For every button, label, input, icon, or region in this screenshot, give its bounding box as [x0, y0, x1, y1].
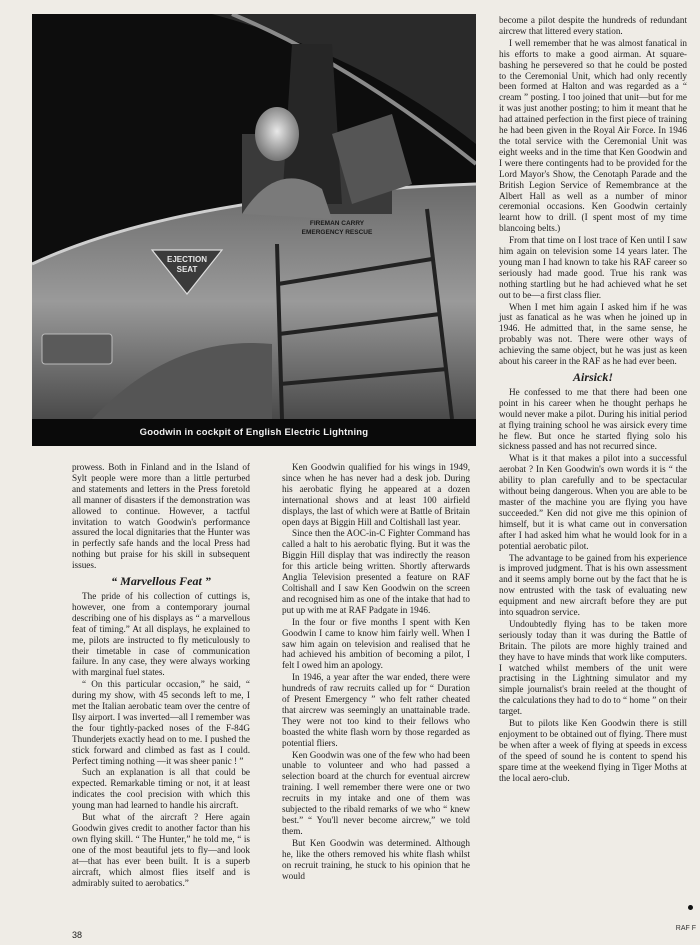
ejection-label: EJECTION	[166, 255, 208, 264]
paragraph: In the four or five months I spent with Ken Goodwin I came to know him fairly well. When I saw him again on television and realised that he had achieved his ambition of becoming a pilot, I felt I owed him an apology.	[282, 616, 470, 671]
seat-label: SEAT	[176, 265, 198, 274]
paragraph: The advantage to be gained from his experience is improved judgment. That is his own assessment and it seems amply borne out by the fact that he is now entrusted with the task of evaluating new equipment and new aircraft before they are put into squadron service.	[499, 552, 687, 618]
paragraph: But what of the aircraft ? Here again Goodwin gives credit to another factor than his own flying skill. “ The Hunter,” he told me, “ is one of the most beautiful jets to fly—and look at—that has ever been built. It is a superb aircraft, which almost flies itself and is admirably suited to aerobatics.”	[72, 812, 250, 888]
section-heading-airsick: Airsick!	[572, 370, 613, 384]
margin-mark: RAF F	[675, 925, 696, 932]
paragraph: “ On this particular occasion,” he said, “ during my show, with 45 seconds left to me, I met the Italian aerobatic team over the centre of Ilsy airport. I was inverted—all I remember was the four tightly-packed noses of the F-84G Thunderjets exactly head on to me. I pushed the stick forward and climbed as fast as I could. Perfect timing nothing —it was sheer panic ! ”	[72, 679, 250, 766]
paragraph: Ken Goodwin was one of the few who had been unable to volunteer and who had passed a selection board at the church for eventual aircrew training. I well remember there were one or two recruits in my intake and one of them was subjected to the ribald remarks of we who “ knew best.” “ You'll never become aircrew,” we told them.	[282, 749, 470, 836]
article-column-3	[499, 15, 687, 785]
paragraph: But to pilots like Ken Goodwin there is still enjoyment to be obtained out of flying. There must be when after a week of flying at speeds in excess of the speed of sound he is content to spend his spare time at the weekend flying in Tiger Moths at the local aero-club.	[499, 718, 687, 783]
section-heading-marvellous-feat: “ Marvellous Feat ”	[111, 574, 211, 589]
paragraph: In 1946, a year after the war ended, there were hundreds of raw recruits called up for “ Duration of Present Emergency ” who felt rather cheated that aircrew was seemingly an unattainable trade. They were not too kind to their fellows who boasted the white flash worn by those regarded as potential fliers.	[282, 672, 470, 748]
paragraph: The pride of his collection of cuttings is, however, one from a contemporary journal describing one of his displays as “ a marvellous feat of timing.” At all displays, he explained to me, pilots are instructed to fly meticulously to their timetable in case of communication failure. In any case, they were always working with marginal fuel states.	[72, 590, 250, 678]
paragraph: become a pilot despite the hundreds of redundant aircrew that littered every station.	[499, 15, 687, 36]
cockpit-illustration	[32, 14, 476, 419]
paragraph: He confessed to me that there had been one point in his career when he thought perhaps he would never make a pilot. During his initial period at flying training school he was airsick every time he flew. But once he started flying solo his sickness passed and has not recurred since.	[499, 386, 687, 452]
photo-caption: Goodwin in cockpit of English Electric Lightning	[32, 419, 476, 446]
paragraph: prowess. Both in Finland and in the Island of Sylt people were more than a little perturbed and statements and letters in the Press foretold all manner of disasters if the demonstration was allowed to continue. However, a tactful invitation to watch Goodwin's performance assured the local dignitaries that the Hunter was in perfectly safe hands and the local Press had nothing but praise for his skill in subsequent issues.	[72, 462, 250, 571]
article-column-2	[282, 462, 470, 882]
paragraph: What is it that makes a pilot into a successful aerobat ? In Ken Goodwin's own words it is “ the ability to plan carefully and to be spectacular without being dangerous. When you are able to be master of the machine you are flying you have succeeded.” Ken did not give me this opinion of himself, but it is what came out in conversation after I had asked him what he would look for in a potential aerobatic pilot.	[499, 453, 687, 551]
article-column-1	[72, 462, 250, 889]
paragraph: When I met him again I asked him if he was just as fanatical as he was when he joined up in 1946. He admitted that, in the same sense, he probably was not. There were other ways of achieving the same object, but he was just as keen about his career in the RAF as he had ever been.	[499, 301, 687, 367]
paragraph: I well remember that he was almost fanatical in his efforts to make a good airman. At square-bashing he persevered so that he could be posted to the Ceremonial Unit, which had only recently been formed at Halton and was regarded as a “ cream ” posting. I too joined that unit—but for me it was just another posting; to him it meant that he had attained perfection in the first piece of training he had been given in the Royal Air Force. In 1946 the total service with the Ceremonial Unit was eight weeks and in the time that Ken Goodwin and I were there contingents had to be provided for the Lord Mayor's Show, the Cenotaph Parade and the British Legion Service of Remembrance at the Albert Hall as well as a number of minor ceremonial occasions. Ken Goodwin certainly learnt how to drill. (I spent most of my time blancoing belts.)	[499, 37, 687, 234]
page-number: 38	[72, 930, 83, 940]
paragraph: Undoubtedly flying has to be taken more seriously today than it was during the Battle of Britain. The pilots are more highly trained and they have to have minds that work like computers. I watched whilst members of the unit were practising in the Lightning simulator and my simple journalist's brain reeled at the thought of the calculations they had to do to “ home ” on their target.	[499, 618, 687, 717]
paragraph: But Ken Goodwin was determined. Although he, like the others removed his white flash whilst on recruit training, he stuck to his opinion that he would	[282, 837, 470, 881]
paragraph: Since then the AOC-in-C Fighter Command has called a halt to his aerobatic flying. But it was the Biggin Hill display that was indirectly the reason for this article being written. Shortly afterwards Anglia Television presented a feature on RAF Coltishall and I saw Ken Goodwin on the screen and recognised him as one of the intake that had to put up with me at RAF Padgate in 1946.	[282, 528, 470, 615]
end-mark	[688, 905, 693, 910]
paragraph: Ken Goodwin qualified for his wings in 1949, since when he has never had a desk job. During his aerobatic flying he appeared at a dozen international shows and at least 100 airfield displays, the last of which were at Battle of Britain open days at Biggin Hill and Coltishall last year.	[282, 462, 470, 527]
rescue-label-1: FIREMAN CARRY	[309, 220, 365, 227]
paragraph: Such an explanation is all that could be expected. Remarkable timing or not, it at least indicates the cool precision with which this young man had learned to handle his aircraft.	[72, 767, 250, 811]
rescue-label-2: EMERGENCY RESCUE	[301, 229, 373, 236]
paragraph: From that time on I lost trace of Ken until I saw him again on television some 14 years later. The young man I had known to take his RAF career so seriously had made good. True his rank was nothing startling but he had achieved what he set out to be—a first class flier.	[499, 235, 687, 300]
cockpit-photo	[32, 14, 476, 446]
